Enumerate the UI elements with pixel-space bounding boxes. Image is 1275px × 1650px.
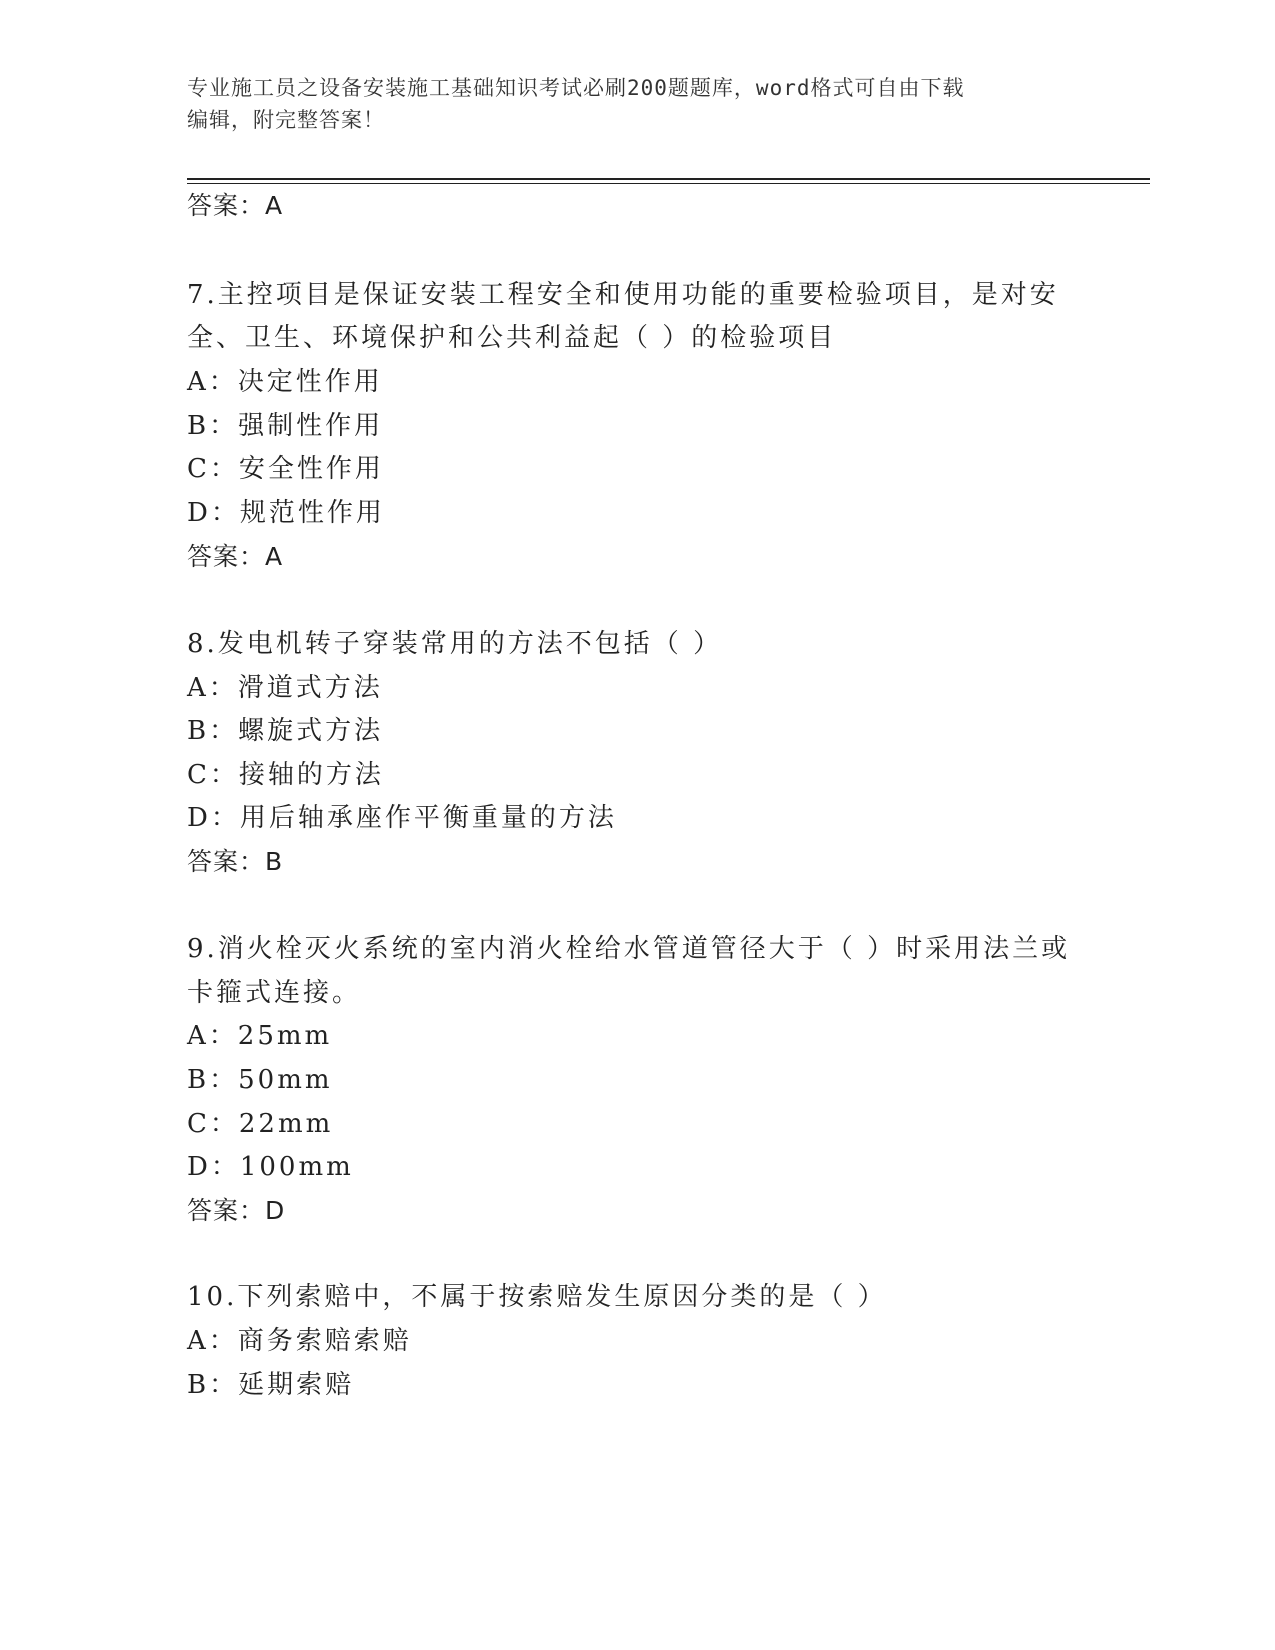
header-divider-thick <box>187 178 1150 180</box>
document-header <box>187 72 1087 136</box>
q7-answer: 答案：A <box>187 542 284 571</box>
q7-option-d: D：规范性作用 <box>187 498 385 528</box>
q7-option-a: A：决定性作用 <box>187 367 383 397</box>
q9-answer: 答案：D <box>187 1196 286 1225</box>
q7-stem-line-1: 7.主控项目是保证安装工程安全和使用功能的重要检验项目，是对安 <box>187 280 1059 310</box>
q8-option-c: C：接轴的方法 <box>187 760 384 790</box>
q8-option-b: B：螺旋式方法 <box>187 716 384 746</box>
q7-stem-line-2: 全、卫生、环境保护和公共利益起（ ）的检验项目 <box>187 323 837 353</box>
q8-answer: 答案：B <box>187 847 284 876</box>
q7-option-c: C：安全性作用 <box>187 454 384 484</box>
header-line-2: 编辑，附完整答案！ <box>187 108 385 132</box>
header-divider-thin <box>187 183 1150 184</box>
previous-answer: 答案：A <box>187 191 284 220</box>
q10-stem-line-1: 10.下列索赔中，不属于按索赔发生原因分类的是（ ） <box>187 1282 887 1312</box>
q9-option-b: B：50mm <box>187 1065 333 1095</box>
q9-option-a: A：25mm <box>187 1021 333 1051</box>
q9-option-c: C：22mm <box>187 1109 334 1139</box>
q7-option-b: B：强制性作用 <box>187 411 384 441</box>
q10-option-b: B：延期索赔 <box>187 1370 355 1400</box>
q8-option-a: A：滑道式方法 <box>187 673 383 703</box>
q9-option-d: D：100mm <box>187 1152 354 1182</box>
header-line-1: 专业施工员之设备安装施工基础知识考试必刷200题题库，word格式可自由下载 <box>187 76 965 100</box>
q9-stem-line-1: 9.消火栓灭火系统的室内消火栓给水管道管径大于（ ）时采用法兰或 <box>187 934 1071 964</box>
q8-option-d: D：用后轴承座作平衡重量的方法 <box>187 803 617 833</box>
q8-stem-line-1: 8.发电机转子穿装常用的方法不包括（ ） <box>187 629 723 659</box>
q10-option-a: A：商务索赔索赔 <box>187 1326 412 1356</box>
q9-stem-line-2: 卡箍式连接。 <box>187 978 362 1008</box>
